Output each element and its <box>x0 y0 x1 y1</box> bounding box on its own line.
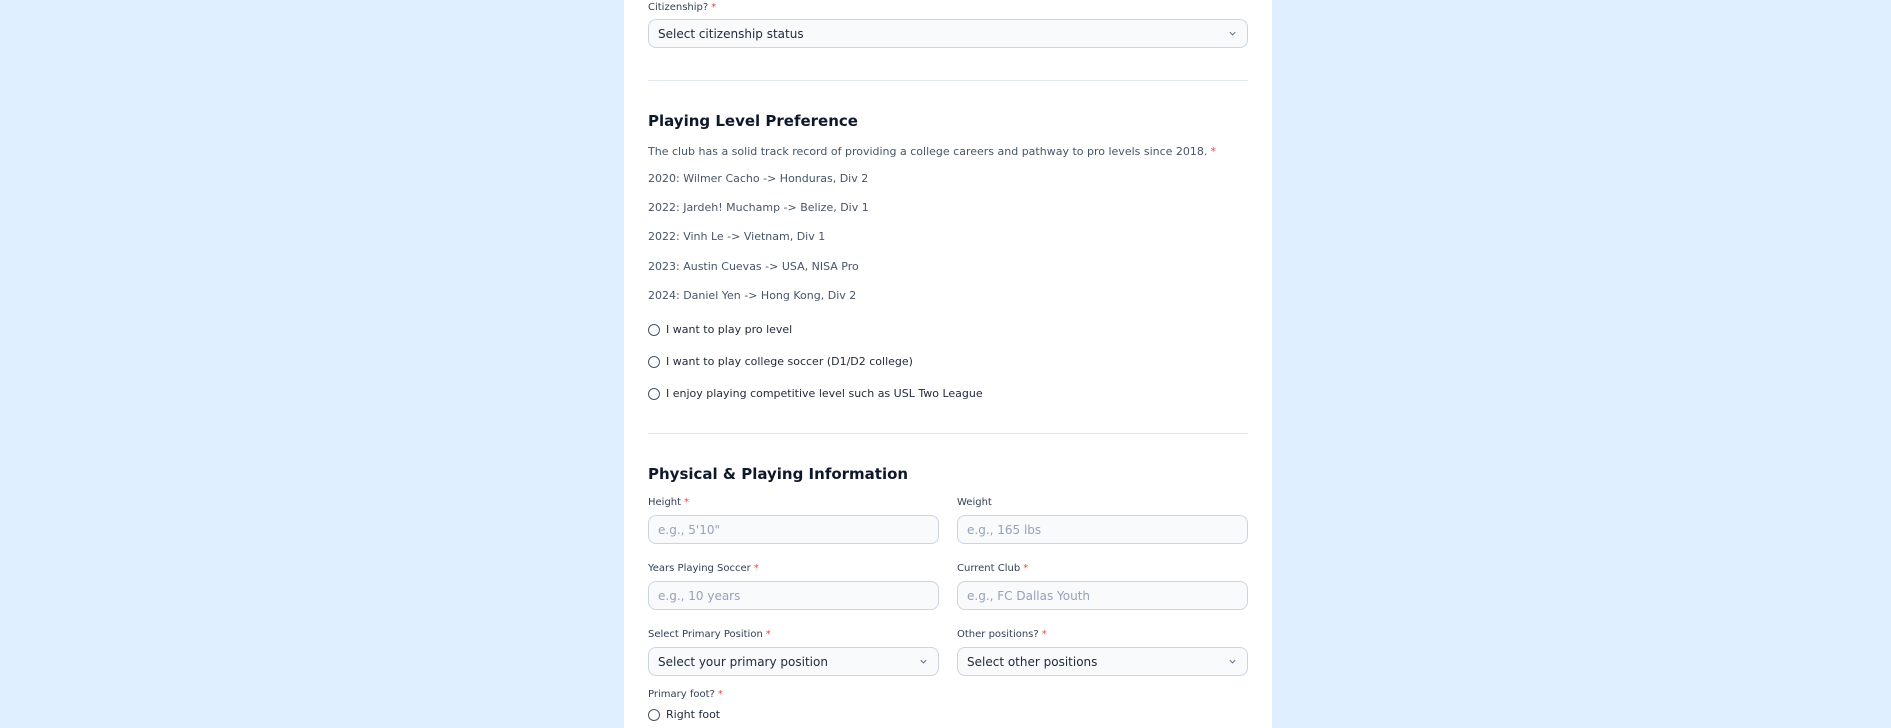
section-divider <box>648 433 1248 434</box>
radio-button[interactable] <box>648 388 660 400</box>
history-item: 2022: Vinh Le -> Vietnam, Div 1 <box>648 230 826 243</box>
citizenship-select-value: Select citizenship status <box>658 26 804 41</box>
club-input[interactable] <box>957 581 1248 610</box>
physical-heading: Physical & Playing Information <box>648 465 909 483</box>
history-item: 2022: Jardeh! Muchamp -> Belize, Div 1 <box>648 201 869 214</box>
citizenship-select[interactable] <box>648 19 1248 48</box>
radio-label: I enjoy playing competitive level such as USL Two League <box>666 387 983 400</box>
form-card <box>624 0 1272 728</box>
radio-label: Right foot <box>666 708 721 721</box>
radio-button[interactable] <box>648 356 660 368</box>
primary-foot-label: Primary foot? * <box>648 689 723 700</box>
chevron-down-icon <box>919 657 928 666</box>
radio-label: I want to play college soccer (D1/D2 college) <box>666 355 913 368</box>
radio-label: I want to play pro level <box>666 323 793 336</box>
primary-position-label: Select Primary Position * <box>648 629 771 640</box>
weight-input[interactable] <box>957 515 1248 544</box>
citizenship-label: Citizenship? * <box>648 2 717 13</box>
playing-level-option-college[interactable] <box>648 355 913 368</box>
primary-position-value: Select your primary position <box>658 654 828 669</box>
radio-button[interactable] <box>648 324 660 336</box>
other-positions-select[interactable] <box>957 647 1248 676</box>
years-input[interactable] <box>648 581 939 610</box>
playing-level-option-pro[interactable] <box>648 323 792 336</box>
history-item: 2023: Austin Cuevas -> USA, NISA Pro <box>648 260 859 273</box>
club-label: Current Club * <box>957 563 1029 574</box>
history-item: 2020: Wilmer Cacho -> Honduras, Div 2 <box>648 172 869 185</box>
section-divider <box>648 80 1248 81</box>
years-label: Years Playing Soccer * <box>648 563 759 574</box>
radio-button[interactable] <box>648 709 660 721</box>
playing-level-option-competitive[interactable] <box>648 387 983 400</box>
primary-foot-option-right[interactable] <box>648 708 720 721</box>
primary-position-select[interactable] <box>648 647 939 676</box>
height-label: Height * <box>648 497 690 508</box>
playing-level-intro: The club has a solid track record of providing a college careers and pathway to pro levels since 2018. * <box>648 145 1216 158</box>
height-input[interactable] <box>648 515 939 544</box>
weight-label: Weight <box>957 497 992 508</box>
history-item: 2024: Daniel Yen -> Hong Kong, Div 2 <box>648 289 857 302</box>
other-positions-label: Other positions? * <box>957 629 1047 640</box>
chevron-down-icon <box>1228 29 1237 38</box>
chevron-down-icon <box>1228 657 1237 666</box>
playing-level-heading: Playing Level Preference <box>648 112 858 130</box>
other-positions-value: Select other positions <box>967 654 1098 669</box>
